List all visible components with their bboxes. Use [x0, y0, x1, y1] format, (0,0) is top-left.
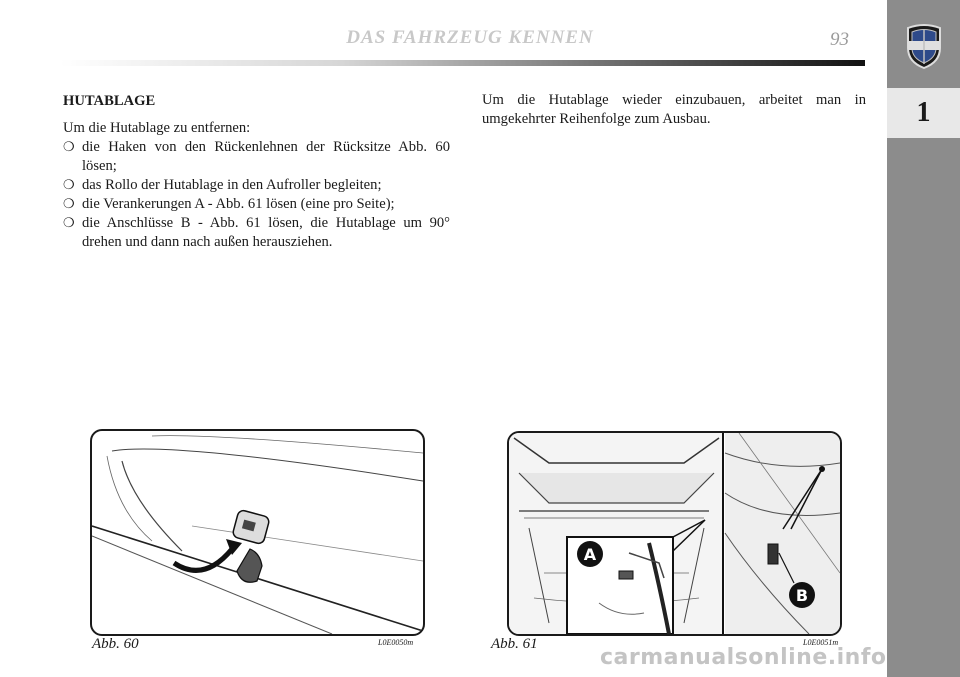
bullet-icon: ❍: [63, 178, 75, 193]
list-item: [63, 195, 450, 214]
bullet-icon: ❍: [63, 140, 75, 155]
list-item: [63, 214, 450, 252]
page-title: DAS FAHRZEUG KENNEN: [346, 27, 594, 48]
figure-61: [507, 431, 842, 636]
step-text: das Rollo der Hutablage in den Aufroller begleiten;: [82, 177, 382, 193]
label-a: A: [583, 545, 597, 564]
left-column: [63, 92, 450, 252]
figure-60-caption: Abb. 60: [92, 636, 139, 652]
right-column: [482, 91, 866, 129]
header-rule: [60, 60, 865, 66]
chapter-tab[interactable]: 1: [887, 88, 960, 138]
list-item: [63, 138, 450, 176]
hook-illustration: [92, 431, 423, 634]
trunk-illustration: [509, 433, 840, 634]
label-b: B: [795, 586, 809, 605]
list-item: [63, 176, 450, 195]
step-list: [63, 138, 450, 252]
page-number: 93: [830, 29, 849, 50]
figure-60-code: L0E0050m: [378, 638, 414, 647]
figure-61-code: L0E0051m: [803, 638, 839, 647]
reinstall-text: Um die Hutablage wieder einzubauen, arbeitet man in umgekehrter Reihenfolge zum Ausbau.: [482, 92, 866, 127]
section-heading: HUTABLAGE: [63, 93, 156, 109]
figure-61-caption: Abb. 61: [491, 636, 538, 652]
figure-60: [90, 429, 425, 636]
step-text: die Haken von den Rückenlehnen der Rücksitze Abb. 60 lösen;: [82, 139, 450, 174]
bullet-icon: ❍: [63, 216, 75, 231]
lancia-logo-icon: [904, 22, 944, 70]
hook-icon: [232, 509, 270, 544]
watermark: carmanualsonline.info: [600, 645, 887, 670]
step-text: die Anschlüsse B - Abb. 61 lösen, die Hutablage um 90° drehen und dann nach außen herausziehen.: [82, 215, 450, 250]
step-text: die Verankerungen A - Abb. 61 lösen (eine pro Seite);: [82, 196, 395, 212]
bullet-icon: ❍: [63, 197, 75, 212]
intro-text: Um die Hutablage zu entfernen:: [63, 120, 251, 136]
